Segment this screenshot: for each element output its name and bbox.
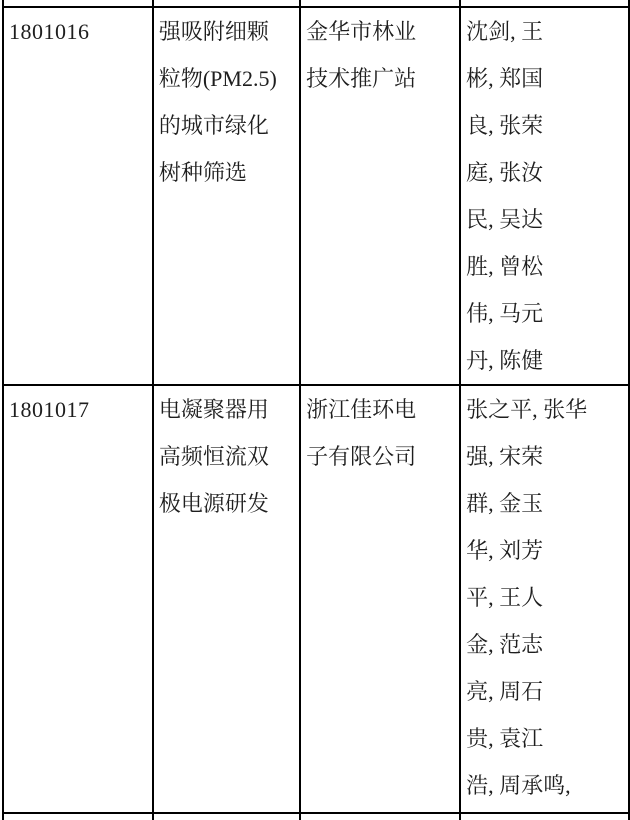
partial-cell: [300, 813, 460, 820]
partial-row-below: [3, 813, 629, 820]
partial-cell: [3, 813, 153, 820]
partial-row-above: [3, 0, 629, 7]
project-id-cell: 1801016: [3, 7, 153, 385]
partial-cell: [300, 0, 460, 7]
projects-table: [2, 0, 630, 820]
table-row-project-1801016: [3, 7, 629, 385]
project-members-cell: 沈剑, 王 彬, 郑国 良, 张荣 庭, 张汝 民, 吴达 胜, 曾松 伟, 马元 丹, 陈健: [460, 7, 629, 385]
partial-cell: [460, 813, 629, 820]
table-row-project-1801017: [3, 385, 629, 813]
project-title-cell: 强吸附细颗 粒物(PM2.5) 的城市绿化 树种筛选: [153, 7, 300, 385]
partial-cell: [460, 0, 629, 7]
project-organization-cell: 金华市林业 技术推广站: [300, 7, 460, 385]
partial-cell: [153, 813, 300, 820]
partial-cell: [153, 0, 300, 7]
project-members-cell: 张之平, 张华 强, 宋荣 群, 金玉 华, 刘芳 平, 王人 金, 范志 亮, 周石 贵, 袁江 浩, 周承鸣,: [460, 385, 629, 813]
project-organization-cell: 浙江佳环电 子有限公司: [300, 385, 460, 813]
project-id-cell: 1801017: [3, 385, 153, 813]
partial-cell: [3, 0, 153, 7]
project-title-cell: 电凝聚器用 高频恒流双 极电源研发: [153, 385, 300, 813]
